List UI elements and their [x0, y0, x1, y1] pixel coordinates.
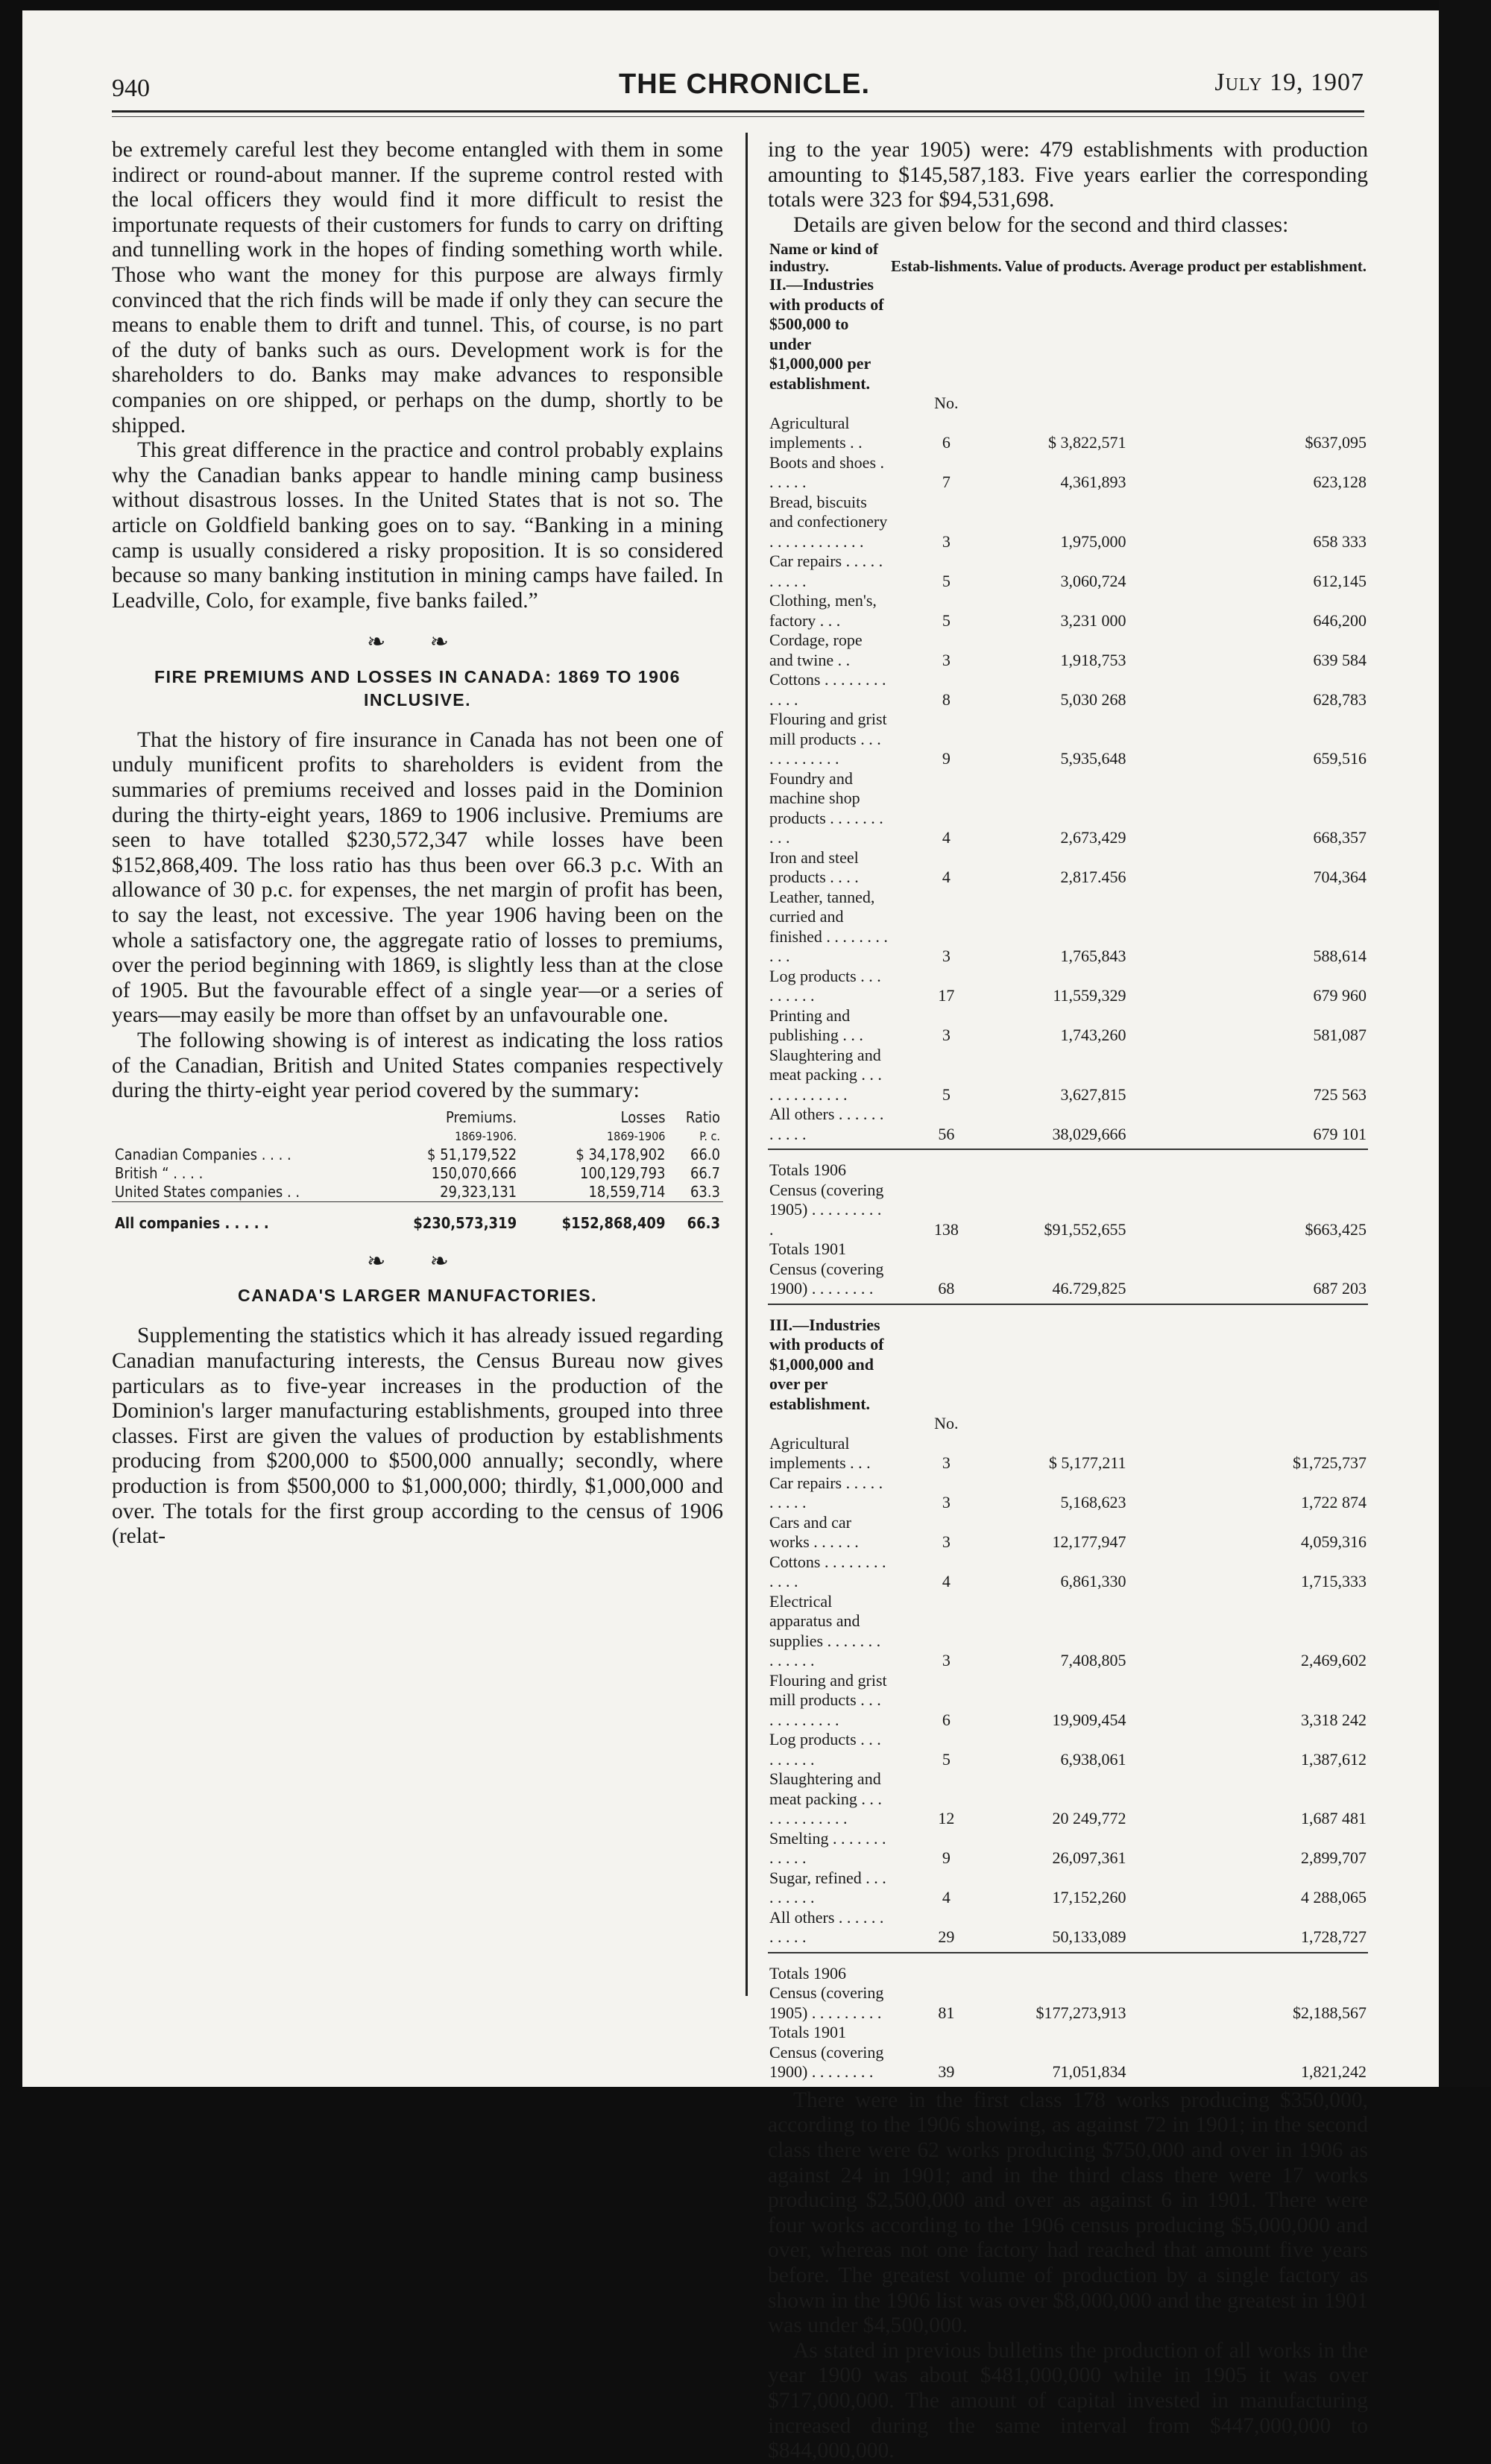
cell [889, 1315, 1003, 1415]
ratio: 66.7 [690, 1163, 720, 1182]
no-label-row [768, 394, 1368, 414]
table-rule [768, 1947, 1368, 1953]
industry-name: Agricultural implements . . [769, 413, 863, 452]
premiums: $230,573,319 [413, 1213, 517, 1232]
losses: 18,559,714 [520, 1183, 668, 1202]
rule-cell [1128, 1299, 1368, 1304]
ratio: 63.3 [668, 1183, 723, 1202]
average-product: 3,318 242 [1301, 1710, 1367, 1729]
table-row [768, 552, 1368, 591]
average-product: 588,614 [1313, 947, 1367, 966]
table-row [112, 1183, 723, 1202]
company-name: Canadian Companies . . . . [115, 1145, 291, 1163]
company-name: United States companies . . [112, 1183, 371, 1202]
average-product: $2,188,567 [1293, 2003, 1367, 2022]
average-product: 4,059,316 [1301, 1532, 1367, 1552]
column-subheader: 1869-1906 [607, 1128, 666, 1143]
table-row [768, 1730, 1368, 1769]
average-product: 687 203 [1313, 1279, 1367, 1298]
establishments: 5 [942, 1749, 951, 1769]
gap-cell [1128, 1953, 1368, 1964]
ratio: 66.0 [690, 1145, 720, 1163]
header-rule [112, 110, 1364, 113]
industry-name: Iron and steel products . . . . [769, 847, 859, 887]
table-row [768, 493, 1368, 552]
gap-cell [1003, 1149, 1128, 1160]
establishments: 17 [938, 986, 955, 1005]
rule-cell [889, 1299, 1003, 1304]
establishments: 7 [942, 473, 951, 492]
average-product: 2,899,707 [1301, 1848, 1367, 1868]
average-product: 2,469,602 [1301, 1651, 1367, 1670]
fire-loss-table [112, 1108, 723, 1233]
industry-name: Totals 1901 Census (covering 1900) . . . . . . . . [769, 2023, 884, 2082]
rule-cell [1128, 1144, 1368, 1149]
column-subheader: P. c. [699, 1128, 720, 1143]
average-product: 623,128 [1313, 473, 1367, 492]
header-value: Value of products. [1004, 257, 1126, 276]
table-body [768, 241, 1368, 2082]
rule-cell [1003, 1947, 1128, 1953]
table-row [768, 1046, 1368, 1105]
table-row [768, 591, 1368, 631]
paragraph: Supplementing the statistics which it has already issued regarding Canadian manufacturing interests, the Census Bureau now gives particulars as to five-year increases in the production of the Dominion's larger manufacturing establishments, grouped into three classes. First are given the values of production by establishments producing from $200,000 to $500,000 annually; secondly, where production is from $500,000 to $1,000,000; thirdly, $1,000,000 and over. The totals for the first group according to the census of 1906 (relat- [112, 1324, 723, 1549]
premiums: 29,323,131 [371, 1183, 520, 1202]
average-product: 581,087 [1313, 1026, 1367, 1045]
ornament: ❧ ❧ [367, 630, 468, 655]
table-row [768, 1908, 1368, 1947]
value-of-products: 50,133,089 [1052, 1927, 1126, 1947]
average-product: 679 960 [1313, 986, 1367, 1005]
value-of-products: 6,861,330 [1060, 1572, 1126, 1591]
industry-name: Printing and publishing . . . [769, 1005, 863, 1045]
table-row [768, 967, 1368, 1006]
table-row [768, 1592, 1368, 1671]
left-column [112, 138, 723, 1550]
cell [1003, 394, 1128, 414]
value-of-products: 6,938,061 [1060, 1749, 1126, 1769]
establishments: 4 [942, 868, 951, 887]
company-name: All companies . . . . . [115, 1213, 269, 1232]
value-of-products: 17,152,260 [1052, 1888, 1126, 1907]
establishments: 9 [942, 1848, 951, 1868]
paragraph: The following showing is of interest as indicating the loss ratios of the Canadian, British and United States companies respectively during the thirty-eight year period covered by the summary: [112, 1029, 723, 1103]
cell [1128, 1315, 1368, 1415]
value-of-products: 1,975,000 [1060, 531, 1126, 551]
gap-cell [1128, 1304, 1368, 1315]
establishments: 3 [942, 650, 951, 669]
cell [1003, 1315, 1128, 1415]
industry-name: Car repairs . . . . . . . . . . [769, 552, 883, 590]
rule-cell [768, 1299, 889, 1304]
manufactures-table [768, 241, 1368, 2082]
average-product: 658 333 [1313, 531, 1367, 551]
establishments: 4 [942, 828, 951, 847]
table-row [768, 1006, 1368, 1046]
rule-cell [889, 1144, 1003, 1149]
industry-name: Electrical apparatus and supplies . . . . . . . . . . . . . [769, 1591, 881, 1670]
industry-name: Slaughtering and meat packing . . . . . . . . . . . . . [769, 1769, 882, 1828]
cell [1003, 1414, 1128, 1434]
table-row [768, 1105, 1368, 1144]
table-gap [768, 1953, 1368, 1964]
industry-name: Slaughtering and meat packing . . . . . . . . . . . . . [769, 1045, 882, 1104]
table-row [768, 453, 1368, 493]
value-of-products: 5,168,623 [1060, 1493, 1126, 1512]
average-product: 646,200 [1313, 610, 1367, 630]
industry-name: Car repairs . . . . . . . . . . [769, 1473, 883, 1512]
gap-cell [889, 1149, 1003, 1160]
industry-name: Totals 1901 Census (covering 1900) . . . . . . . . [769, 1239, 884, 1298]
table-rule [768, 1299, 1368, 1304]
section-heading-row [768, 275, 1368, 394]
establishments: 138 [933, 1219, 959, 1239]
industry-name: Flouring and grist mill products . . . . . . . . . . . . [769, 710, 887, 768]
average-product: 679 101 [1313, 1124, 1367, 1143]
establishments: 8 [942, 689, 951, 709]
header-estab: Estab-lishments. [890, 257, 1002, 276]
value-of-products: $177,273,913 [1035, 2003, 1126, 2022]
section-heading-row [768, 1315, 1368, 1415]
gap-cell [889, 1304, 1003, 1315]
losses: 100,129,793 [580, 1163, 666, 1182]
no-label: No. [934, 394, 959, 413]
industry-name: Cars and car works . . . . . . [769, 1512, 859, 1552]
gap-cell [1003, 1304, 1128, 1315]
table-row [768, 1769, 1368, 1829]
value-of-products: 11,559,329 [1053, 986, 1126, 1005]
table-row [112, 1146, 723, 1164]
average-product: 612,145 [1313, 571, 1367, 590]
premiums: 150,070,666 [431, 1163, 517, 1182]
average-product: 1,387,612 [1301, 1749, 1367, 1769]
value-of-products: 4,361,893 [1060, 473, 1126, 492]
page-header [112, 69, 1364, 106]
table-row [768, 1434, 1368, 1473]
industry-name: Agricultural implements . . . [769, 1433, 871, 1473]
industry-name: Boots and shoes . . . . . . [769, 452, 884, 492]
value-of-products: $ 3,822,571 [1048, 433, 1126, 452]
table-total-row [112, 1201, 723, 1233]
value-of-products: 46.729,825 [1052, 1279, 1126, 1298]
industry-name: Smelting . . . . . . . . . . . . [769, 1828, 886, 1868]
table-rule [768, 1144, 1368, 1149]
value-of-products: 2,817.456 [1060, 868, 1126, 887]
header-rule-thin [112, 116, 1364, 117]
establishments: 56 [938, 1124, 955, 1143]
industry-name: Totals 1906 Census (covering 1905) . . . . . . . . . . [769, 1160, 884, 1239]
value-of-products: 26,097,361 [1052, 1848, 1126, 1868]
issue-date: July 19, 1907 [1214, 69, 1364, 96]
industry-name: Log products . . . . . . . . . [769, 966, 881, 1005]
establishments: 5 [942, 610, 951, 630]
table-row [768, 1513, 1368, 1552]
establishments: 4 [942, 1572, 951, 1591]
average-product: 4 288,065 [1301, 1888, 1367, 1907]
average-product: 1,728,727 [1301, 1927, 1367, 1947]
average-product: 628,783 [1313, 689, 1367, 709]
table-gap [768, 1149, 1368, 1160]
right-column [768, 138, 1368, 2464]
gap-cell [768, 1304, 889, 1315]
industry-name: Flouring and grist mill products . . . . . . . . . . . . [769, 1670, 887, 1729]
value-of-products: 1,918,753 [1060, 650, 1126, 669]
industry-name: Cottons . . . . . . . . . . . . [769, 670, 886, 709]
average-product: 1,715,333 [1301, 1572, 1367, 1591]
establishments: 5 [942, 1084, 951, 1104]
industry-name: Log products . . . . . . . . . [769, 1730, 881, 1769]
gap-cell [1003, 1953, 1128, 1964]
premiums: $ 51,179,522 [426, 1145, 517, 1163]
paragraph: There were in the first class 178 works producing $350,000, according to the 1906 showing, as against 72 in 1901; in the second class there were 62 works producing $750,000 and over in 1906 as against 24 in 1901; and in the third class there were 17 works producing $2,500,000 and over as against 6 in 1901. There were four works according to the 1906 census producing $5,000,000 and over, whereas not one factory had reached that amount five years before. The greatest volume of production by a single factory as shown in the 1906 list was over $8,000,000 and the greatest in 1901 was under $4,500,000. [768, 2088, 1368, 2338]
paragraph: That the history of fire insurance in Canada has not been one of unduly munificent profits to shareholders is evident from the summaries of premiums received and losses paid in the Dominion during the thirty-eight years, 1869 to 1906 inclusive. Premiums are seen to have totalled $230,572,347 while losses have been $152,868,409. The loss ratio has thus been over 66.3 p.c. With an allowance of 30 p.c. for expenses, the net margin of profit has been, to say the least, not excessive. The year 1906 having been on the whole a satisfactory one, the aggregate ratio of losses to premiums, over the period beginning with 1869, is slightly less than at the close of 1905. But the favourable effect of a single year—or a series of years—may easily be more than offset by an unfavourable one. [112, 727, 723, 1028]
establishments: 5 [942, 571, 951, 590]
column-header: Premiums. [446, 1108, 517, 1126]
establishments: 6 [942, 433, 951, 452]
table-row [768, 1552, 1368, 1592]
value-of-products: 2,673,429 [1060, 828, 1126, 847]
journal-title: THE CHRONICLE. [619, 69, 870, 100]
average-product: 725 563 [1313, 1084, 1367, 1104]
rule-cell [1128, 1947, 1368, 1953]
industry-name: All others . . . . . . . . . . . [769, 1105, 884, 1143]
article-heading: CANADA'S LARGER MANUFACTORIES. [238, 1286, 597, 1306]
totals-row [768, 1160, 1368, 1239]
table-row [768, 670, 1368, 710]
rule-cell [768, 1947, 889, 1953]
establishments: 3 [942, 531, 951, 551]
establishments: 3 [942, 1453, 951, 1473]
establishments: 3 [942, 947, 951, 966]
gap-cell [768, 1953, 889, 1964]
average-product: 668,357 [1313, 828, 1367, 847]
column-header: Losses [620, 1108, 666, 1126]
value-of-products: 3,231 000 [1060, 610, 1126, 630]
industry-name: Leather, tanned, curried and finished . . . . . . . . . . . [769, 887, 888, 966]
establishments: 3 [942, 1532, 951, 1552]
industry-name: Totals 1906 Census (covering 1905) . . . . . . . . . [769, 1963, 884, 2022]
establishments: 12 [938, 1809, 955, 1828]
average-product: 1,821,242 [1301, 2062, 1367, 2082]
section-heading: III.—Industries with products of $1,000,000 and over per establishment. [769, 1315, 884, 1413]
average-product: $1,725,737 [1293, 1453, 1367, 1473]
value-of-products: 12,177,947 [1052, 1532, 1126, 1552]
rule-cell [889, 1947, 1003, 1953]
table-row [768, 1868, 1368, 1908]
totals-row [768, 1239, 1368, 1299]
establishments: 29 [938, 1927, 955, 1947]
value-of-products: 5,030 268 [1060, 689, 1126, 709]
gap-cell [1128, 1149, 1368, 1160]
value-of-products: 7,408,805 [1060, 1651, 1126, 1670]
section-heading: II.—Industries with products of $500,000 to under $1,000,000 per establishment. [769, 275, 884, 393]
value-of-products: 20 249,772 [1052, 1809, 1126, 1828]
table-row [768, 1473, 1368, 1513]
no-label-row [768, 1414, 1368, 1434]
establishments: 68 [938, 1279, 955, 1298]
value-of-products: 1,765,843 [1060, 947, 1126, 966]
cell [889, 275, 1003, 394]
totals-row [768, 1964, 1368, 2024]
cell [768, 394, 889, 414]
gap-cell [889, 1953, 1003, 1964]
average-product: 704,364 [1313, 868, 1367, 887]
article-heading: FIRE PREMIUMS AND LOSSES IN CANADA: 1869 TO 1906 INCLUSIVE. [154, 666, 681, 710]
establishments: 6 [942, 1710, 951, 1729]
industry-name: Foundry and machine shop products . . . . . . . . . . [769, 768, 883, 847]
value-of-products: 71,051,834 [1052, 2062, 1126, 2082]
value-of-products: 19,909,454 [1052, 1710, 1126, 1729]
value-of-products: 1,743,260 [1060, 1026, 1126, 1045]
paragraph: be extremely careful lest they become entangled with them in some indirect or round-about manner. If the supreme control rested with the local officers they would find it more difficult to resist the importunate requests of their customers for funds to carry on drifting and tunnelling work in the hopes of finding something worth while. Those who want the money for this purpose are always firmly convinced that the rich finds will be made if only they can secure the means to enable them to drift and tunnel. This, of course, is no part of the duty of banks such as ours. Development work is for the shareholders to do. Banks may make advances to responsible companies on ore shipped, or perhaps on the dump, shortly to be shipped. [112, 138, 723, 437]
page-number: 940 [112, 75, 150, 102]
average-product: 659,516 [1313, 749, 1367, 768]
cell [1128, 394, 1368, 414]
industry-name: All others . . . . . . . . . . . [769, 1907, 884, 1947]
cell [1128, 275, 1368, 394]
establishments: 3 [942, 1651, 951, 1670]
paragraph: This great difference in the practice and control probably explains why the Canadian banks appear to handle mining camp business without disastrous losses. In the United States that is not so. The article on Goldfield banking goes on to say. “Banking in a mining camp is usually considered a risky proposition. It is so considered because so many banking institution in mining camps have failed. In Leadville, Colo, for example, five banks failed.” [112, 438, 723, 613]
rule-cell [1003, 1144, 1128, 1149]
ratio: 66.3 [687, 1213, 720, 1232]
establishments: 9 [942, 749, 951, 768]
cell [1128, 1414, 1368, 1434]
totals-row [768, 2023, 1368, 2082]
scan-edge [1439, 0, 1491, 2087]
rule-cell [768, 1144, 889, 1149]
establishments: 3 [942, 1493, 951, 1512]
value-of-products: 5,935,648 [1060, 749, 1126, 768]
establishments: 4 [942, 1888, 951, 1907]
table-row [768, 888, 1368, 967]
gap-cell [768, 1149, 889, 1160]
establishments: 3 [942, 1026, 951, 1045]
value-of-products: $ 5,177,211 [1048, 1453, 1126, 1473]
column-divider [746, 133, 748, 1996]
paragraph: ing to the year 1905) were: 479 establishments with production amounting to $145,587,183. Five years earlier the corresponding totals were 323 for $94,531,698. [768, 138, 1368, 212]
average-product: $663,425 [1305, 1219, 1367, 1239]
table-row [768, 710, 1368, 769]
value-of-products: 3,627,815 [1060, 1084, 1126, 1104]
value-of-products: 3,060,724 [1060, 571, 1126, 590]
average-product: 1,687 481 [1301, 1809, 1367, 1828]
rule-cell [1003, 1299, 1128, 1304]
value-of-products: 38,029,666 [1052, 1124, 1126, 1143]
company-name: British “ . . . . [115, 1163, 204, 1182]
cell [768, 1414, 889, 1434]
value-of-products: $91,552,655 [1044, 1219, 1126, 1239]
table-row [768, 631, 1368, 670]
table-row [768, 1671, 1368, 1731]
average-product: $637,095 [1305, 433, 1367, 452]
no-label: No. [934, 1414, 959, 1433]
table-header-row [768, 241, 1368, 275]
industry-name: Sugar, refined . . . . . . . . . [769, 1868, 886, 1907]
table-row [112, 1164, 723, 1183]
header-average: Average product per establishment. [1129, 257, 1367, 276]
table-gap [768, 1304, 1368, 1315]
column-header: Ratio [685, 1108, 720, 1126]
table-row [768, 848, 1368, 888]
ornament: ❧ ❧ [367, 1248, 468, 1274]
paragraph: As stated in previous bulletins the production of all works in the year 1900 was about $481,000,000 while in 1905 it was over $717,000,000. The amount of capital invested in manufacturing increased during the same interval from $447,000,000 to $844,000,000. [768, 2338, 1368, 2463]
cell [1003, 275, 1128, 394]
establishments: 39 [938, 2062, 955, 2082]
industry-name: Cottons . . . . . . . . . . . . [769, 1552, 886, 1591]
average-product: 1,722 874 [1301, 1493, 1367, 1512]
table-row [768, 769, 1368, 848]
industry-name: Clothing, men's, factory . . . [769, 591, 877, 630]
table-row [768, 414, 1368, 453]
header-name: Name or kind of industry. [769, 240, 879, 276]
paragraph: Details are given below for the second and third classes: [793, 212, 1289, 237]
average-product: 639 584 [1313, 650, 1367, 669]
table-row [768, 1829, 1368, 1868]
establishments: 81 [938, 2003, 955, 2022]
industry-name: Cordage, rope and twine . . [769, 631, 863, 669]
industry-name: Bread, biscuits and confectionery . . . . . . . . . . . . [769, 492, 888, 551]
column-subheader: 1869-1906. [455, 1128, 517, 1143]
losses: $152,868,409 [561, 1213, 666, 1232]
losses: $ 34,178,902 [576, 1145, 666, 1163]
